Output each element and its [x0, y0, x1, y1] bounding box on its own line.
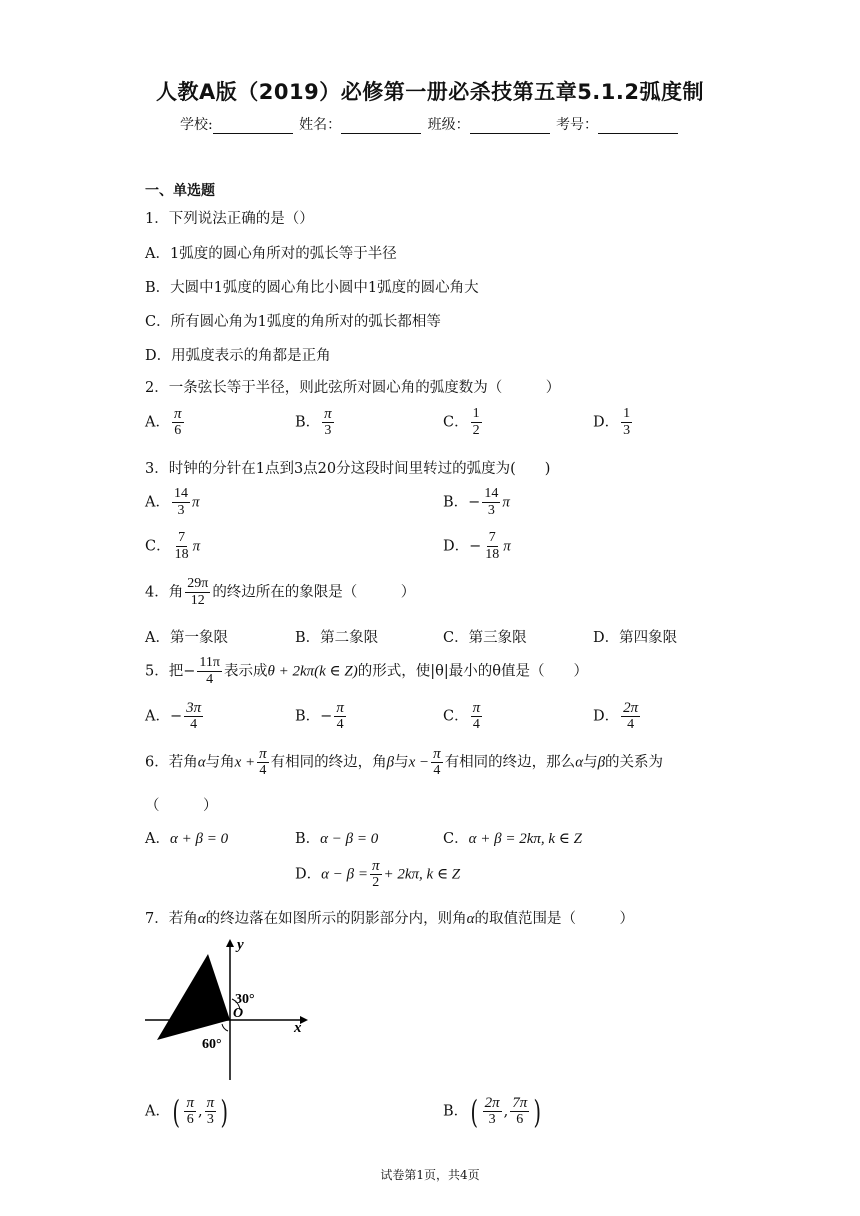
fraction: $\frac{\pi}{6}$ — [173, 406, 182, 438]
q2-stem: 2．一条弦长等于半径，则此弦所对圆心角的弧度数为（ ） — [145, 380, 561, 396]
name-blank[interactable] — [341, 119, 421, 134]
q1-option-b: B．大圆中1弧度的圆心角比小圆中1弧度的圆心角大 — [145, 280, 479, 296]
exam-label: 考号： — [556, 117, 599, 133]
fraction: $\frac{\pi}{4}$ — [259, 746, 267, 778]
q6-option-c: C．α + β = 2kπ, k ∈ Z — [443, 831, 582, 847]
fraction: $\frac{\pi}{2}$ — [371, 858, 380, 890]
student-info-line — [0, 114, 860, 134]
angle-figure — [140, 935, 320, 1085]
q6-stem-cont: （ ） — [145, 798, 218, 814]
fraction: $\frac{\pi}{4}$ — [336, 700, 344, 732]
q3-option-a: A． $\frac{14}{3}$ π — [145, 486, 200, 518]
q5-option-b: B．− $\frac{\pi}{4}$ — [295, 700, 344, 732]
q4-option-a: A．第一象限 — [145, 630, 228, 646]
q5-option-d: D． $\frac{2\pi}{4}$ — [593, 700, 639, 732]
fraction: $\frac{\pi}{3}$ — [206, 1095, 215, 1127]
q3-stem: 3．时钟的分针在1点到3点20分这段时间里转过的弧度为( ) — [145, 461, 551, 477]
fraction: $\frac{3\pi}{4}$ — [186, 700, 202, 732]
q2-option-c: C． $\frac{1}{2}$ — [443, 406, 480, 438]
q5-stem: 5．把− $\frac{11\pi}{4}$ 表示成θ + 2kπ(k ∈ Z)的形式，使|θ|最小的θ值是（ ） — [145, 655, 588, 687]
class-label: 班级： — [427, 117, 470, 133]
school-label: 学校: — [179, 117, 213, 133]
section-heading: 一、单选题 — [145, 183, 215, 199]
q1-option-d: D．用弧度表示的角都是正角 — [145, 348, 331, 364]
fraction: $\frac{\pi}{4}$ — [472, 700, 481, 732]
angle-60-label: 60° — [202, 1037, 222, 1052]
q4-option-c: C．第三象限 — [443, 630, 527, 646]
y-arrow — [226, 939, 234, 947]
q4-stem: 4．角 $\frac{29\pi}{12}$ 的终边所在的象限是（ ） — [145, 576, 416, 608]
q2-option-b: B． $\frac{\pi}{3}$ — [295, 406, 332, 438]
q3-option-b: B．− $\frac{14}{3}$ π — [443, 486, 510, 518]
fraction: $\frac{\pi}{3}$ — [324, 406, 332, 438]
q6-stem: 6．若角α与角x + $\frac{\pi}{4}$ 有相同的终边，角β与x − $\frac{\pi}{4}$ 有相同的终边，那么α与β的关系为 — [145, 746, 664, 778]
q5-option-c: C． $\frac{\pi}{4}$ — [443, 700, 481, 732]
q6-option-d: D．α − β = $\frac{\pi}{2}$ + 2kπ, k ∈ Z — [295, 858, 461, 890]
q1-option-c: C．所有圆心角为1弧度的角所对的弧长都相等 — [145, 314, 441, 330]
page-title: 人教A版（2019）必修第一册必杀技第五章5.1.2弧度制 — [156, 80, 704, 104]
arc-60 — [222, 1024, 228, 1031]
name-label: 姓名： — [299, 117, 342, 133]
q3-option-c: C． $\frac{7}{18}$ π — [145, 530, 201, 562]
q3-option-d: D．− $\frac{7}{18}$ π — [443, 530, 511, 562]
fraction: $\frac{7}{18}$ — [174, 530, 189, 562]
q1-stem: 1．下列说法正确的是（） — [145, 211, 314, 227]
q2-option-d: D． $\frac{1}{3}$ — [593, 406, 631, 438]
y-label: y — [237, 937, 244, 953]
q7-option-b: B．( $\frac{2\pi}{3}$ , $\frac{7\pi}{6}$ ) — [443, 1092, 542, 1131]
q1-option-a: A．1弧度的圆心角所对的弧长等于半径 — [145, 246, 397, 262]
fraction: $\frac{14}{3}$ — [484, 486, 499, 518]
fraction: $\frac{14}{3}$ — [173, 486, 188, 518]
q4-option-d: D．第四象限 — [593, 630, 678, 646]
q6-option-a: A．α + β = 0 — [145, 831, 229, 847]
exam-blank[interactable] — [598, 119, 678, 134]
fraction: $\frac{\pi}{4}$ — [433, 746, 441, 778]
shaded-region — [157, 954, 230, 1040]
fraction: $\frac{7\pi}{6}$ — [512, 1095, 528, 1127]
fraction: $\frac{2\pi}{3}$ — [484, 1095, 500, 1127]
angle-30-label: 30° — [235, 992, 255, 1007]
fraction: $\frac{\pi}{6}$ — [186, 1095, 194, 1127]
fraction: $\frac{1}{2}$ — [472, 406, 480, 438]
origin-label: O — [233, 1006, 244, 1021]
q2-option-a: A． $\frac{\pi}{6}$ — [145, 406, 182, 438]
fraction: $\frac{11\pi}{4}$ — [199, 655, 220, 687]
class-blank[interactable] — [470, 119, 550, 134]
q6-option-b: B．α − β = 0 — [295, 831, 379, 847]
q7-stem: 7．若角α的终边落在如图所示的阴影部分内，则角α的取值范围是（ ） — [145, 911, 634, 927]
q7-option-a: A．( $\frac{\pi}{6}$ , $\frac{\pi}{3}$ ) — [145, 1092, 229, 1131]
school-blank[interactable] — [213, 119, 293, 134]
fraction: $\frac{29\pi}{12}$ — [187, 576, 209, 608]
q5-option-a: A．− $\frac{3\pi}{4}$ — [145, 700, 202, 732]
fraction: $\frac{2\pi}{4}$ — [623, 700, 639, 732]
x-label: x — [294, 1020, 302, 1036]
fraction: $\frac{7}{18}$ — [485, 530, 500, 562]
q4-option-b: B．第二象限 — [295, 630, 379, 646]
fraction: $\frac{1}{3}$ — [623, 406, 631, 438]
page-footer: 试卷第1页，共4页 — [380, 1168, 480, 1182]
